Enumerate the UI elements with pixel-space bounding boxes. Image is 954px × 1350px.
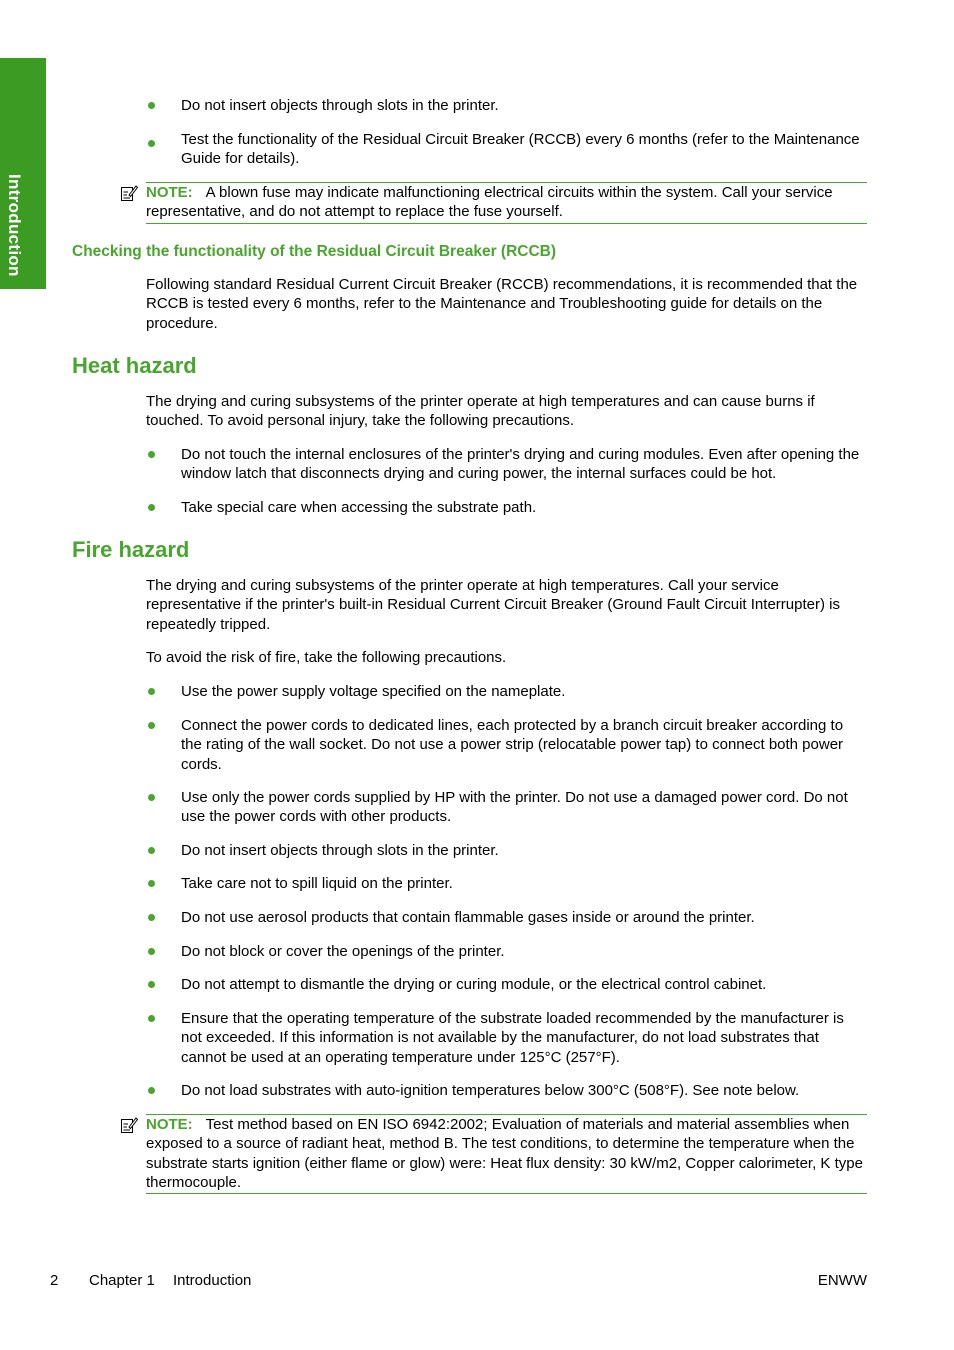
bullet-dot-icon bbox=[148, 794, 155, 801]
list-item: Connect the power cords to dedicated lines, each protected by a branch circuit breaker according to the rating of the wall socket. Do not use a power strip (relocatable power tap) to connect both power cords. bbox=[181, 717, 844, 773]
note-text: Test method based on EN ISO 6942:2002; Evaluation of materials and material assemblies when exposed to a source of radiant heat, method B. The test conditions, to determine the temperature when the substrate starts ignition (either flame or glow) were: Heat flux density: 30 kW/m2, Copper calorimeter, K type thermocouple. bbox=[146, 1116, 863, 1191]
list-item: Do not use aerosol products that contain flammable gases inside or around the printer. bbox=[181, 909, 755, 926]
list-item: Ensure that the operating temperature of the substrate loaded recommended by the manufacturer is not exceeded. If this information is not available by the manufacturer, do not load substrates that cannot be used at an operating temperature under 125°C (257°F). bbox=[181, 1010, 844, 1066]
bullet-dot-icon bbox=[148, 688, 155, 695]
note-box bbox=[146, 1114, 867, 1194]
bullet-dot-icon bbox=[148, 981, 155, 988]
note-label: NOTE: bbox=[146, 184, 193, 201]
list-item: Take care not to spill liquid on the printer. bbox=[181, 875, 453, 892]
list-item: Use the power supply voltage specified on the nameplate. bbox=[181, 683, 566, 700]
footer-enww: ENWW bbox=[817, 1272, 867, 1289]
bullet-dot-icon bbox=[148, 140, 155, 147]
bullet-dot-icon bbox=[148, 451, 155, 458]
list-item: Do not insert objects through slots in the printer. bbox=[181, 97, 499, 114]
bullet-dot-icon bbox=[148, 948, 155, 955]
list-item: Do not block or cover the openings of the printer. bbox=[181, 943, 505, 960]
fire-paragraph-2: To avoid the risk of fire, take the following precautions. bbox=[146, 649, 507, 666]
rccb-paragraph: Following standard Residual Current Circuit Breaker (RCCB) recommendations, it is recommended that the RCCB is tested every 6 months, refer to the Maintenance and Troubleshooting guide for details on the procedure. bbox=[146, 276, 858, 332]
list-item: Do not attempt to dismantle the drying or curing module, or the electrical control cabinet. bbox=[181, 976, 767, 993]
note-label: NOTE: bbox=[146, 1116, 193, 1133]
bullet-dot-icon bbox=[148, 722, 155, 729]
list-item: Take special care when accessing the substrate path. bbox=[181, 499, 537, 516]
bullet-dot-icon bbox=[148, 914, 155, 921]
list-item: Do not insert objects through slots in the printer. bbox=[181, 842, 499, 859]
fire-paragraph-1: The drying and curing subsystems of the printer operate at high temperatures. Call your service representative if the printer's built-in Residual Current Circuit Breaker (Ground Fault Circuit Interrupter) is repeatedly tripped. bbox=[146, 577, 840, 633]
list-item: Do not touch the internal enclosures of the printer's drying and curing modules. Even after opening the window latch that disconnects drying and curing power, the internal surfaces could be hot. bbox=[181, 446, 860, 483]
section-heading-fire-hazard: Fire hazard bbox=[72, 537, 190, 562]
chapter-tab-label: Introduction bbox=[5, 174, 24, 277]
footer-chapter: Chapter 1 bbox=[89, 1272, 155, 1289]
list-item: Do not load substrates with auto-ignition temperatures below 300°C (508°F). See note below. bbox=[181, 1082, 800, 1099]
bullet-dot-icon bbox=[148, 102, 155, 109]
bullet-dot-icon bbox=[148, 847, 155, 854]
note-pencil-icon bbox=[120, 184, 138, 202]
bullet-dot-icon bbox=[148, 504, 155, 511]
note-pencil-icon bbox=[120, 1116, 138, 1134]
heat-paragraph: The drying and curing subsystems of the printer operate at high temperatures and can cause burns if touched. To avoid personal injury, take the following precautions. bbox=[146, 393, 815, 430]
note-text: A blown fuse may indicate malfunctioning electrical circuits within the system. Call your service representative, and do not attempt to replace the fuse yourself. bbox=[146, 184, 833, 221]
section-heading-heat-hazard: Heat hazard bbox=[72, 353, 197, 378]
page-number: 2 bbox=[50, 1272, 59, 1289]
bullet-dot-icon bbox=[148, 1015, 155, 1022]
section-heading-rccb: Checking the functionality of the Residual Circuit Breaker (RCCB) bbox=[72, 243, 557, 260]
list-item: Use only the power cords supplied by HP with the printer. Do not use a damaged power cord. Do not use the power cords with other products. bbox=[181, 789, 848, 826]
footer-chapter-title: Introduction bbox=[173, 1272, 252, 1289]
list-item: Test the functionality of the Residual Circuit Breaker (RCCB) every 6 months (refer to the Maintenance Guide for details). bbox=[181, 131, 860, 168]
bullet-dot-icon bbox=[148, 1087, 155, 1094]
chapter-tab bbox=[0, 58, 46, 289]
bullet-dot-icon bbox=[148, 880, 155, 887]
note-box bbox=[146, 182, 867, 224]
